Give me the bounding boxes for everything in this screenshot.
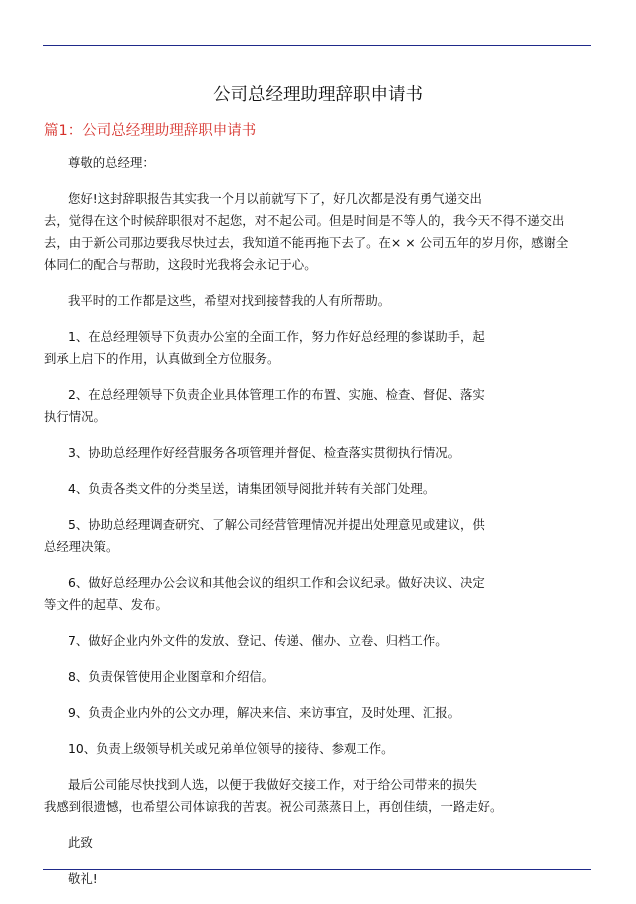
paragraph-line: 10、负责上级领导机关或兄弟单位领导的接待、参观工作。 — [68, 741, 394, 756]
paragraph — [44, 384, 594, 428]
paragraph-line: 到承上启下的作用，认真做到全方位服务。 — [44, 351, 280, 366]
paragraph-line: 5、协助总经理调查研究、了解公司经营管理情况并提出处理意见或建议，供 — [68, 517, 485, 532]
paragraph — [44, 702, 594, 724]
paragraph-line: 8、负责保管使用企业图章和介绍信。 — [68, 669, 275, 684]
paragraph-line: 执行情况。 — [44, 409, 106, 424]
paragraph-line: 3、协助总经理作好经营服务各项管理并督促、检查落实贯彻执行情况。 — [68, 445, 460, 460]
paragraph — [44, 738, 594, 760]
paragraph — [44, 326, 594, 370]
paragraph — [44, 152, 594, 174]
paragraph-line: 您好!这封辞职报告其实我一个月以前就写下了，好几次都是没有勇气递交出 — [68, 191, 482, 206]
paragraph-line: 尊敬的总经理： — [68, 155, 155, 170]
paragraph-line: 敬礼! — [68, 871, 98, 886]
paragraph — [44, 832, 594, 854]
document-title: 公司总经理助理辞职申请书 — [213, 85, 423, 105]
paragraph — [44, 290, 594, 312]
top-rule — [43, 45, 591, 46]
paragraph-line: 去，由于新公司那边要我尽快过去，我知道不能再拖下去了。在× × 公司五年的岁月你，感谢全 — [44, 235, 569, 250]
paragraph-line: 我感到很遗憾，也希望公司体谅我的苦衷。祝公司蒸蒸日上，再创佳绩，一路走好。 — [44, 799, 503, 814]
paragraph-line: 去，觉得在这个时候辞职很对不起您，对不起公司。但是时间是不等人的，我今天不得不递交出 — [44, 213, 565, 228]
paragraph — [44, 478, 594, 500]
paragraph-line: 6、做好总经理办公会议和其他会议的组织工作和会议纪录。做好决议、决定 — [68, 575, 485, 590]
paragraph — [44, 572, 594, 616]
paragraph — [44, 188, 594, 276]
paragraph-line: 体同仁的配合与帮助，这段时光我将会永记于心。 — [44, 257, 317, 272]
paragraph-line: 等文件的起草、发布。 — [44, 597, 168, 612]
paragraph — [44, 514, 594, 558]
paragraph-line: 9、负责企业内外的公文办理，解决来信、来访事宜，及时处理、汇报。 — [68, 705, 460, 720]
paragraph-line: 最后公司能尽快找到人选，以便于我做好交接工作，对于给公司带来的损失 — [68, 777, 477, 792]
paragraph-line: 4、负责各类文件的分类呈送，请集团领导阅批并转有关部门处理。 — [68, 481, 436, 496]
paragraph-line: 2、在总经理领导下负责企业具体管理工作的布置、实施、检查、督促、落实 — [68, 387, 485, 402]
paragraph — [44, 868, 594, 890]
paragraph-line: 7、做好企业内外文件的发放、登记、传递、催办、立卷、归档工作。 — [68, 633, 448, 648]
paragraph-line: 总经理决策。 — [44, 539, 119, 554]
paragraph — [44, 666, 594, 688]
paragraph-line: 1、在总经理领导下负责办公室的全面工作，努力作好总经理的参谋助手，起 — [68, 329, 485, 344]
paragraph — [44, 630, 594, 652]
paragraph — [44, 442, 594, 464]
bottom-rule — [43, 869, 591, 870]
section-heading: 篇1：公司总经理助理辞职申请书 — [44, 123, 257, 139]
letter-body — [44, 152, 594, 904]
paragraph-line: 此致 — [68, 835, 93, 850]
paragraph — [44, 774, 594, 818]
paragraph-line: 我平时的工作都是这些，希望对找到接替我的人有所帮助。 — [68, 293, 391, 308]
